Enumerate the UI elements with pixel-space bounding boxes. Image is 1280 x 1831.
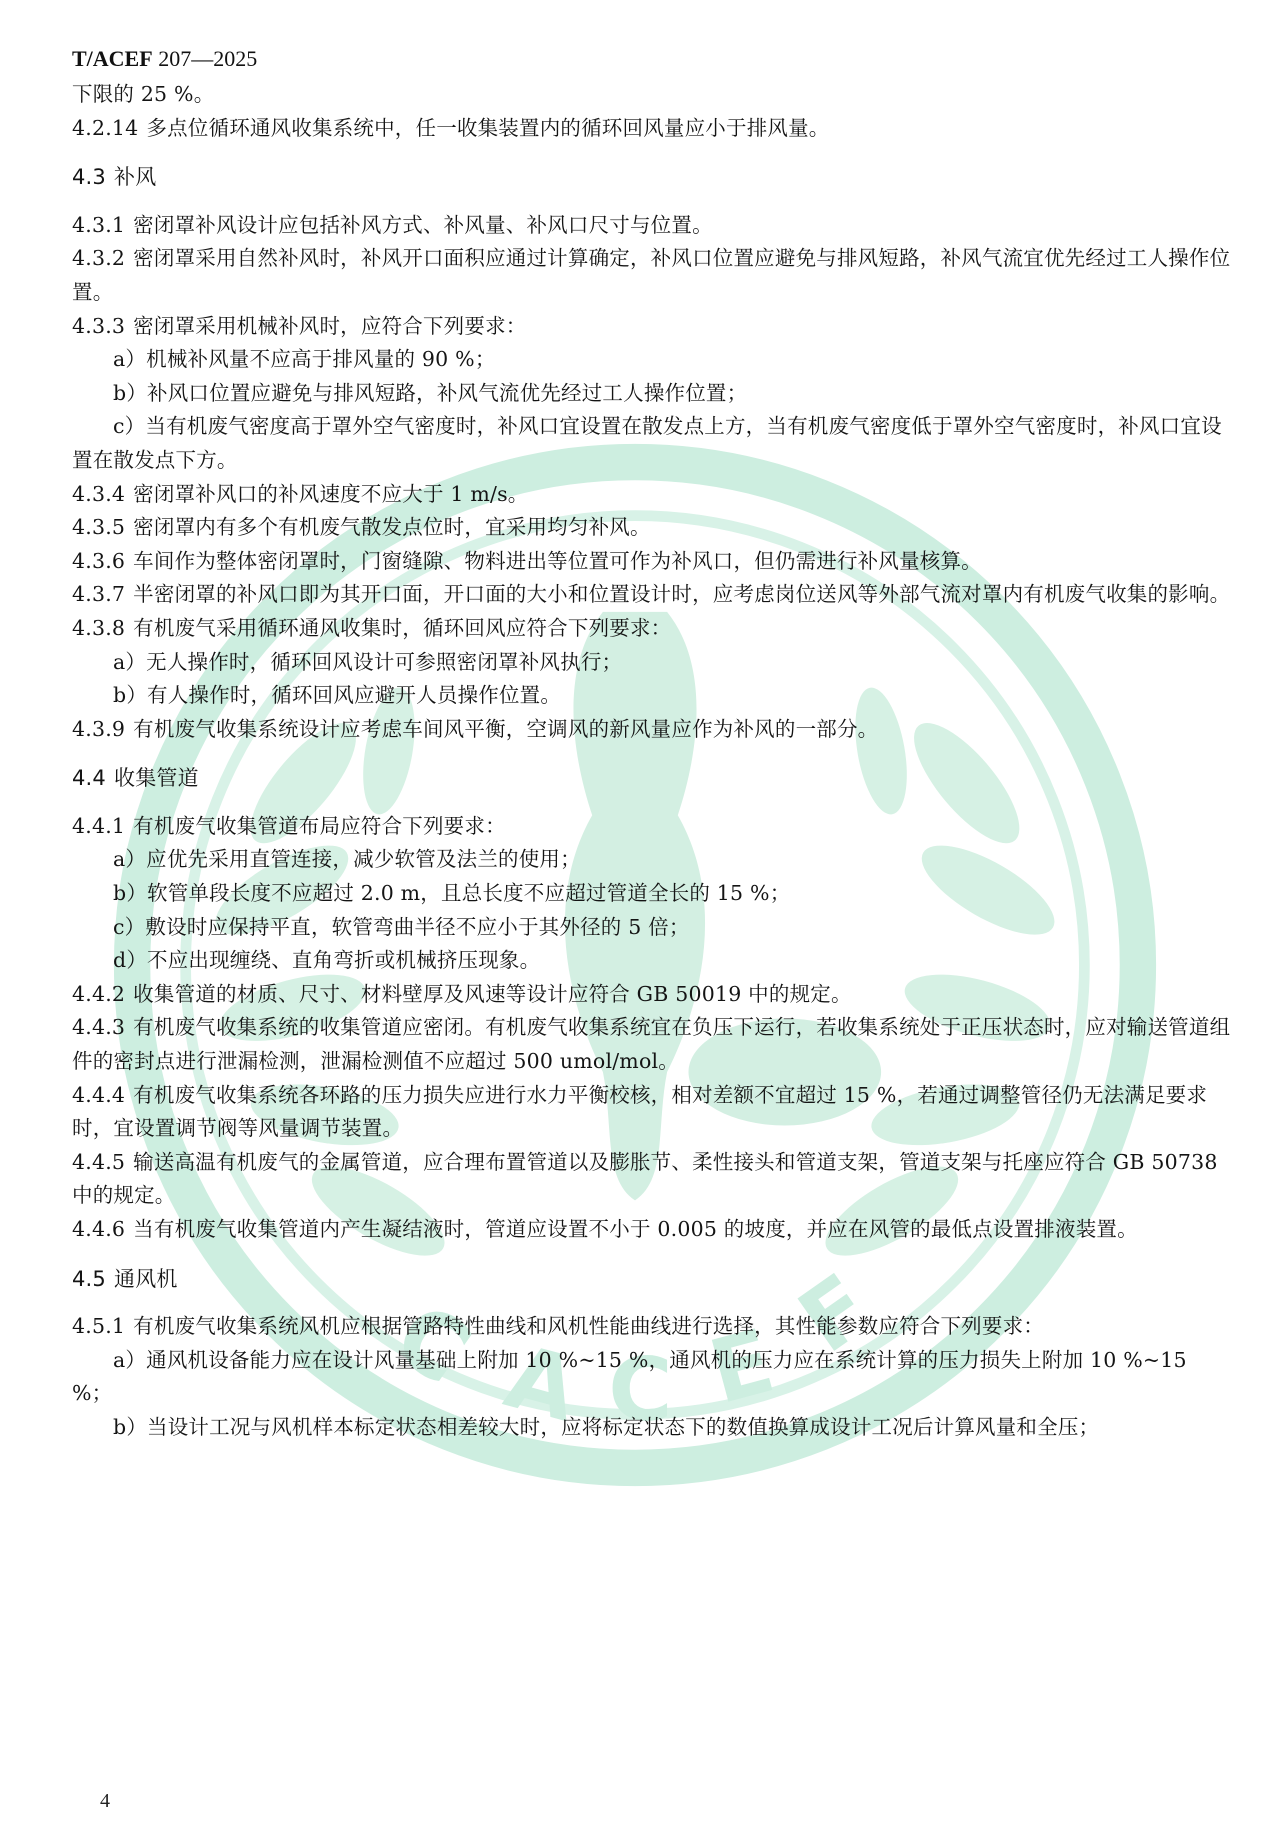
clause-text: 有机废气采用循环通风收集时，循环回风应符合下列要求： [133, 615, 672, 640]
clause-number: 4.3.1 [72, 212, 126, 237]
clause-paragraph [72, 209, 1232, 243]
section-heading [72, 161, 1232, 195]
list-item [72, 877, 1232, 911]
standard-prefix: T/ACEF [72, 46, 153, 71]
clause-number: 4.3.5 [72, 515, 126, 540]
clause-text: 有机废气收集管道布局应符合下列要求： [133, 813, 506, 838]
emblem-letter-2: A [495, 1325, 588, 1442]
clause-number: 4.3 [72, 165, 106, 190]
clause-number: 4.4.6 [72, 1217, 126, 1241]
list-item [72, 646, 1232, 680]
list-item [72, 343, 1232, 377]
clause-paragraph [72, 810, 1232, 844]
standard-code-header [72, 46, 257, 72]
clause-number: 4.4.2 [72, 981, 126, 1006]
clause-paragraph [72, 545, 1232, 579]
clause-paragraph [72, 242, 1232, 309]
clause-text: 补风 [114, 165, 157, 190]
standard-number: 207—2025 [158, 46, 258, 71]
clause-text: b）软管单段长度不应超过 2.0 m，且总长度不应超过管道全长的 15 %； [113, 881, 791, 906]
clause-number: 4.4.1 [72, 813, 126, 838]
clause-paragraph [72, 578, 1232, 612]
emblem-letter-1: C [376, 1283, 489, 1405]
clause-paragraph [72, 478, 1232, 512]
clause-text: 收集管道 [114, 766, 199, 791]
clause-text: 有机废气收集系统风机应根据管路特性曲线和风机性能曲线进行选择，其性能参数应符合下列要求： [133, 1314, 1044, 1339]
clause-paragraph [72, 1146, 1232, 1213]
clause-number: 4.3.6 [72, 548, 126, 573]
clause-text: 密闭罩采用自然补风时，补风开口面积应通过计算确定，补风口位置应避免与排风短路，补风气流宜优先经过工人操作位置。 [72, 246, 1231, 304]
clause-number: 4.4.4 [72, 1082, 126, 1107]
clause-paragraph [72, 310, 1232, 344]
clause-text: 当有机废气收集管道内产生凝结液时，管道应设置不小于 0.005 的坡度，并应在风管的最低点设置排液装置。 [133, 1217, 1138, 1241]
clause-text: a）应优先采用直管连接，减少软管及法兰的使用； [113, 847, 581, 872]
list-item [72, 1411, 1232, 1445]
clause-text: 有机废气收集系统各环路的压力损失应进行水力平衡校核，相对差额不宜超过 15 %，若通过调整管径仍无法满足要求时，宜设置调节阀等风量调节装置。 [72, 1082, 1208, 1141]
clause-text: 输送高温有机废气的金属管道，应合理布置管道以及膨胀节、柔性接头和管道支架，管道支架与托座应符合 GB 50738 中的规定。 [72, 1149, 1218, 1208]
emblem-letter-4: E [699, 1309, 784, 1424]
emblem-letter-3: C [608, 1338, 673, 1441]
clause-text: d）不应出现缠绕、直角弯折或机械挤压现象。 [113, 948, 541, 973]
list-item [72, 1344, 1232, 1411]
clause-paragraph [72, 1011, 1232, 1078]
list-item [72, 843, 1232, 877]
clause-number: 4.3.2 [72, 246, 126, 271]
clause-number: 4.3.3 [72, 313, 126, 338]
clause-text: 密闭罩补风口的补风速度不应大于 1 m/s。 [133, 481, 529, 506]
clause-text: 半密闭罩的补风口即为其开口面，开口面的大小和位置设计时，应考虑岗位送风等外部气流对罩内有机废气收集的影响。 [133, 582, 1231, 607]
clause-number: 4.4.5 [72, 1149, 126, 1174]
clause-number: 4.3.9 [72, 716, 126, 741]
clause-paragraph [72, 78, 1232, 112]
clause-text: 下限的 25 %。 [72, 82, 215, 106]
list-item [72, 377, 1232, 411]
clause-number: 4.3.8 [72, 615, 126, 640]
clause-paragraph [72, 511, 1232, 545]
clause-text: c）敷设时应保持平直，软管弯曲半径不应小于其外径的 5 倍； [113, 914, 690, 939]
clause-text: a）无人操作时，循环回风设计可参照密闭罩补风执行； [113, 649, 623, 674]
clause-text: c）当有机废气密度高于罩外空气密度时，补风口宜设置在散发点上方，当有机废气密度低于罩外空气密度时，补风口宜设置在散发点下方。 [72, 414, 1222, 472]
clause-number: 4.4.3 [72, 1015, 126, 1040]
clause-paragraph [72, 1310, 1232, 1344]
clause-text: 有机废气收集系统的收集管道应密闭。有机废气收集系统宜在负压下运行，若收集系统处于正压状态时，应对输送管道组件的密封点进行泄漏检测，泄漏检测值不应超过 500 umol/mol。 [72, 1015, 1231, 1074]
clause-number: 4.3.4 [72, 481, 126, 506]
section-heading [72, 1263, 1232, 1297]
list-item [72, 679, 1232, 713]
clause-number: 4.5.1 [72, 1314, 126, 1339]
clause-text: 收集管道的材质、尺寸、材料壁厚及风速等设计应符合 GB 50019 中的规定。 [133, 981, 852, 1006]
clause-text: 通风机 [114, 1266, 178, 1291]
clause-number: 4.3.7 [72, 582, 126, 607]
clause-text: 密闭罩补风设计应包括补风方式、补风量、补风口尺寸与位置。 [133, 212, 713, 237]
list-item [72, 944, 1232, 978]
clause-text: 车间作为整体密闭罩时，门窗缝隙、物料进出等位置可作为补风口，但仍需进行补风量核算。 [133, 548, 982, 573]
clause-text: a）通风机设备能力应在设计风量基础上附加 10 %~15 %，通风机的压力应在系统计算的压力损失上附加 10 %~15 %； [72, 1347, 1187, 1406]
clause-text: b）有人操作时，循环回风应避开人员操作位置。 [113, 683, 562, 708]
clause-text: b）补风口位置应避免与排风短路，补风气流优先经过工人操作位置； [113, 380, 748, 405]
section-heading [72, 762, 1232, 796]
clause-text: 密闭罩采用机械补风时，应符合下列要求： [133, 313, 527, 338]
clause-paragraph [72, 1213, 1232, 1247]
page-number: 4 [100, 1790, 110, 1812]
clause-text: a）机械补风量不应高于排风量的 90 %； [113, 347, 496, 372]
clause-number: 4.4 [72, 766, 106, 791]
list-item [72, 911, 1232, 945]
clause-paragraph [72, 1079, 1232, 1146]
clause-number: 4.5 [72, 1266, 106, 1291]
clause-paragraph [72, 612, 1232, 646]
clause-text: b）当设计工况与风机样本标定状态相差较大时，应将标定状态下的数值换算成设计工况后计算风量和全压； [113, 1414, 1100, 1439]
clause-text: 有机废气收集系统设计应考虑车间风平衡，空调风的新风量应作为补风的一部分。 [133, 716, 879, 741]
clause-text: 密闭罩内有多个有机废气散发点位时，宜采用均匀补风。 [133, 515, 651, 540]
list-item [72, 410, 1232, 477]
emblem-letter-5: F [781, 1254, 889, 1373]
clause-text: 多点位循环通风收集系统中，任一收集装置内的循环回风量应小于排风量。 [146, 115, 830, 140]
clause-paragraph [72, 978, 1232, 1012]
clause-number: 4.2.14 [72, 115, 139, 140]
clause-paragraph [72, 112, 1232, 146]
document-body [72, 78, 1232, 1445]
clause-paragraph [72, 713, 1232, 747]
